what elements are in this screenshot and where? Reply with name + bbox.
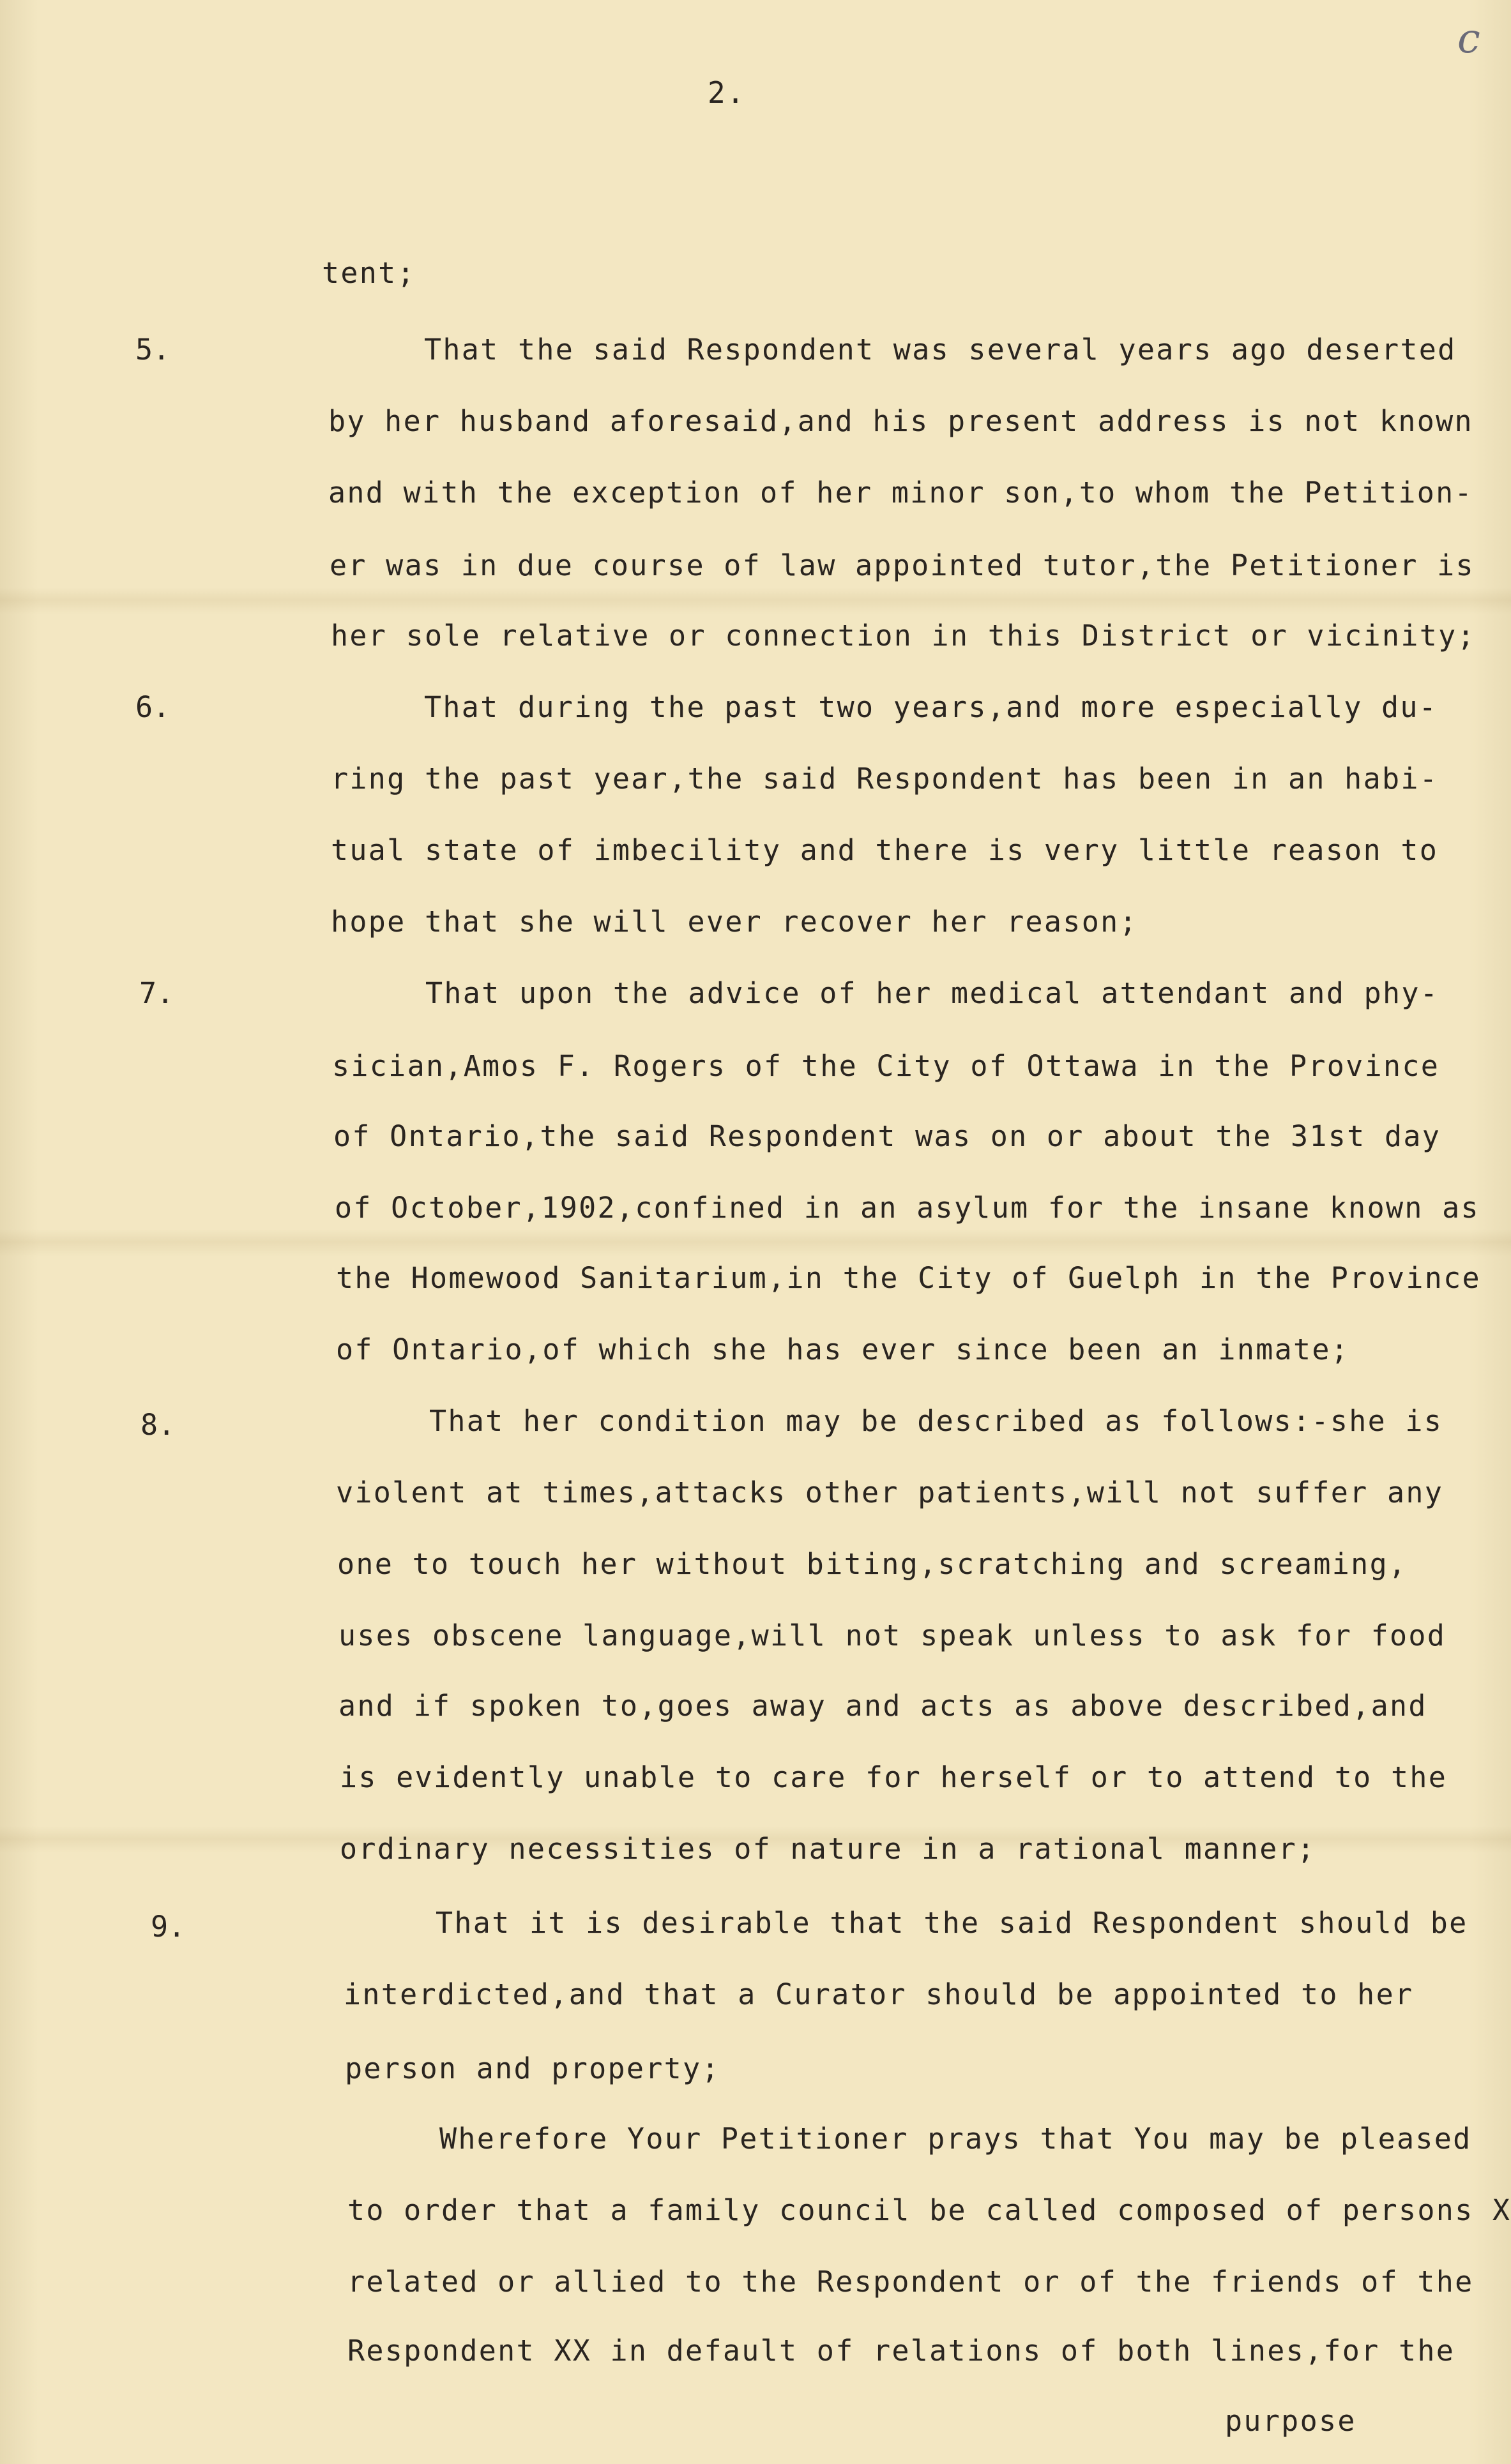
body-line: by her husband aforesaid,and his present address is not known: [328, 404, 1473, 438]
body-line: one to touch her without biting,scratching and screaming,: [337, 1547, 1408, 1581]
catchword: purpose: [1225, 2404, 1356, 2438]
body-line: and with the exception of her minor son,to whom the Petition-: [328, 476, 1473, 510]
body-line: sician,Amos F. Rogers of the City of Ottawa in the Province: [332, 1049, 1440, 1083]
body-line: ordinary necessities of nature in a rational manner;: [340, 1832, 1316, 1866]
body-line: hope that she will ever recover her reason;: [331, 905, 1138, 939]
body-line: tent;: [322, 256, 416, 290]
body-line: That it is desirable that the said Respondent should be: [436, 1906, 1468, 1940]
paragraph-number-7: 7.: [139, 976, 174, 1010]
body-line: the Homewood Sanitarium,in the City of Guelph in the Province: [336, 1261, 1481, 1295]
body-line: violent at times,attacks other patients,will not suffer any: [336, 1476, 1444, 1509]
body-line: to order that a family council be called composed of persons X: [347, 2193, 1511, 2227]
paragraph-number-8: 8.: [140, 1408, 176, 1442]
body-line: person and property;: [345, 2052, 720, 2085]
corner-handwritten-mark: c: [1457, 15, 1480, 63]
body-line: tual state of imbecility and there is very little reason to: [331, 833, 1439, 867]
page-number: 2.: [708, 75, 746, 110]
body-line: That her condition may be described as follows:-she is: [429, 1404, 1443, 1438]
body-line: ring the past year,the said Respondent has been in an habi-: [331, 762, 1439, 796]
body-line: That during the past two years,and more especially du-: [424, 690, 1438, 724]
body-line: and if spoken to,goes away and acts as above described,and: [338, 1689, 1427, 1723]
body-line: er was in due course of law appointed tutor,the Petitioner is: [330, 548, 1475, 582]
body-line: That the said Respondent was several years ago deserted: [424, 333, 1457, 367]
body-line: interdicted,and that a Curator should be appointed to her: [344, 1977, 1414, 2011]
paragraph-number-5: 5.: [135, 333, 171, 367]
body-line: uses obscene language,will not speak unless to ask for food: [338, 1619, 1446, 1652]
body-line: her sole relative or connection in this District or vicinity;: [331, 619, 1476, 653]
body-line: of October,1902,confined in an asylum for the insane known as: [335, 1191, 1480, 1225]
body-line: related or allied to the Respondent or of the friends of the: [347, 2265, 1474, 2299]
paragraph-number-9: 9.: [151, 1910, 186, 1944]
body-line: Respondent XX in default of relations of both lines,for the: [347, 2334, 1455, 2368]
body-line: That upon the advice of her medical attendant and phy-: [425, 976, 1439, 1010]
body-line: Wherefore Your Petitioner prays that You may be pleased: [439, 2122, 1472, 2156]
paragraph-number-6: 6.: [135, 690, 171, 724]
body-line: of Ontario,the said Respondent was on or about the 31st day: [333, 1119, 1441, 1153]
body-line: is evidently unable to care for herself or to attend to the: [340, 1760, 1448, 1794]
body-line: of Ontario,of which she has ever since been an inmate;: [336, 1333, 1350, 1366]
